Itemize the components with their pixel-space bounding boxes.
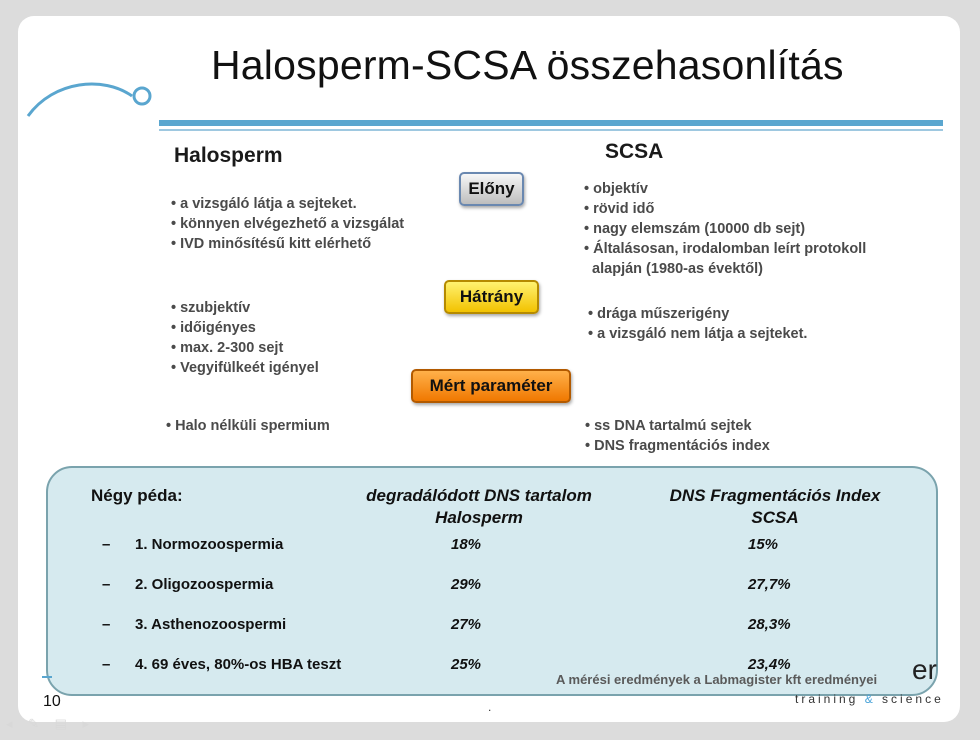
- list-item: • időigényes: [171, 320, 256, 336]
- halosperm-column-header-line2: Halosperm: [435, 508, 523, 527]
- brand-tagline-science: science: [875, 692, 944, 706]
- brand-logo-partial: er: [912, 654, 937, 685]
- title-divider-thin: [159, 129, 943, 131]
- halosperm-value: 29%: [451, 576, 482, 593]
- halosperm-value: 25%: [451, 656, 482, 673]
- scsa-value: 15%: [748, 536, 779, 553]
- halosperm-elony-list: [171, 194, 404, 254]
- page-title: Halosperm-SCSA összehasonlítás: [211, 42, 844, 88]
- halosperm-value: 27%: [451, 616, 482, 633]
- page-number: 10: [43, 693, 61, 710]
- stray-dot: .: [488, 700, 492, 714]
- scsa-value: 28,3%: [748, 616, 791, 633]
- example-name: 3. Asthenozoospermi: [135, 616, 287, 633]
- brand-tagline-amp: &: [864, 692, 876, 706]
- halosperm-hatrany-list: [171, 298, 319, 378]
- halosperm-column-header-line1: degradálódott DNS tartalom: [366, 486, 592, 505]
- slide: [18, 16, 960, 722]
- elony-button[interactable]: Előny: [459, 172, 524, 206]
- list-item: • szubjektív: [171, 300, 251, 316]
- row-dash: –: [102, 656, 111, 673]
- scsa-value: 23,4%: [748, 656, 791, 673]
- examples-label: Négy péda:: [91, 486, 183, 505]
- brand-tagline-training: training: [795, 692, 865, 706]
- list-item: • könnyen elvégezhető a vizsgálat: [171, 216, 405, 232]
- example-name: 2. Oligozoospermia: [135, 576, 274, 593]
- halosperm-heading: Halosperm: [174, 144, 283, 167]
- list-item: • max. 2-300 sejt: [171, 340, 284, 356]
- example-name: 1. Normozoospermia: [135, 536, 284, 553]
- logo-curve-icon: [24, 72, 164, 132]
- halosperm-value: 18%: [451, 536, 482, 553]
- list-item: • nagy elemszám (10000 db sejt): [584, 221, 806, 237]
- scsa-column-header-line1: DNS Fragmentációs Index: [669, 486, 881, 505]
- list-item: • IVD minősítésű kitt elérhető: [171, 236, 372, 252]
- footer-accent: [42, 676, 52, 678]
- row-dash: –: [102, 576, 111, 593]
- mert-parameter-button[interactable]: Mért paraméter: [411, 369, 571, 403]
- list-item: alapján (1980-as évektől): [584, 261, 763, 277]
- row-dash: –: [102, 536, 111, 553]
- list-item: • a vizsgáló nem látja a sejteket.: [588, 326, 808, 342]
- list-item: • drága műszerigény: [588, 306, 730, 322]
- results-note: A mérési eredmények a Labmagister kft eredményei: [556, 672, 878, 687]
- list-item: • DNS fragmentációs index: [585, 438, 770, 454]
- halosperm-mert-list: [166, 416, 330, 436]
- list-item: • Halo nélküli spermium: [166, 418, 330, 434]
- scsa-column-header: [639, 485, 911, 529]
- scsa-elony-list: [584, 179, 866, 279]
- scsa-column-header-line2: SCSA: [751, 508, 799, 527]
- brand-tagline: [795, 692, 944, 706]
- scsa-hatrany-list: [588, 304, 807, 344]
- hatrany-button[interactable]: Hátrány: [444, 280, 539, 314]
- list-item: • rövid idő: [584, 201, 655, 217]
- list-item: • objektív: [584, 181, 648, 197]
- slideshow-nav-icons[interactable]: ◂ ✎ ▤ ▸: [6, 716, 96, 731]
- list-item: • Általásosan, irodalomban leírt protokoll: [584, 241, 867, 257]
- halosperm-column-header: [338, 485, 620, 529]
- row-dash: –: [102, 616, 111, 633]
- scsa-value: 27,7%: [748, 576, 791, 593]
- scsa-mert-list: [585, 416, 770, 456]
- list-item: • Vegyifülkeét igényel: [171, 360, 319, 376]
- title-divider: [159, 120, 943, 126]
- example-name: 4. 69 éves, 80%-os HBA teszt: [135, 656, 342, 673]
- scsa-heading: SCSA: [605, 140, 664, 163]
- list-item: • ss DNA tartalmú sejtek: [585, 418, 752, 434]
- list-item: • a vizsgáló látja a sejteket.: [171, 196, 357, 212]
